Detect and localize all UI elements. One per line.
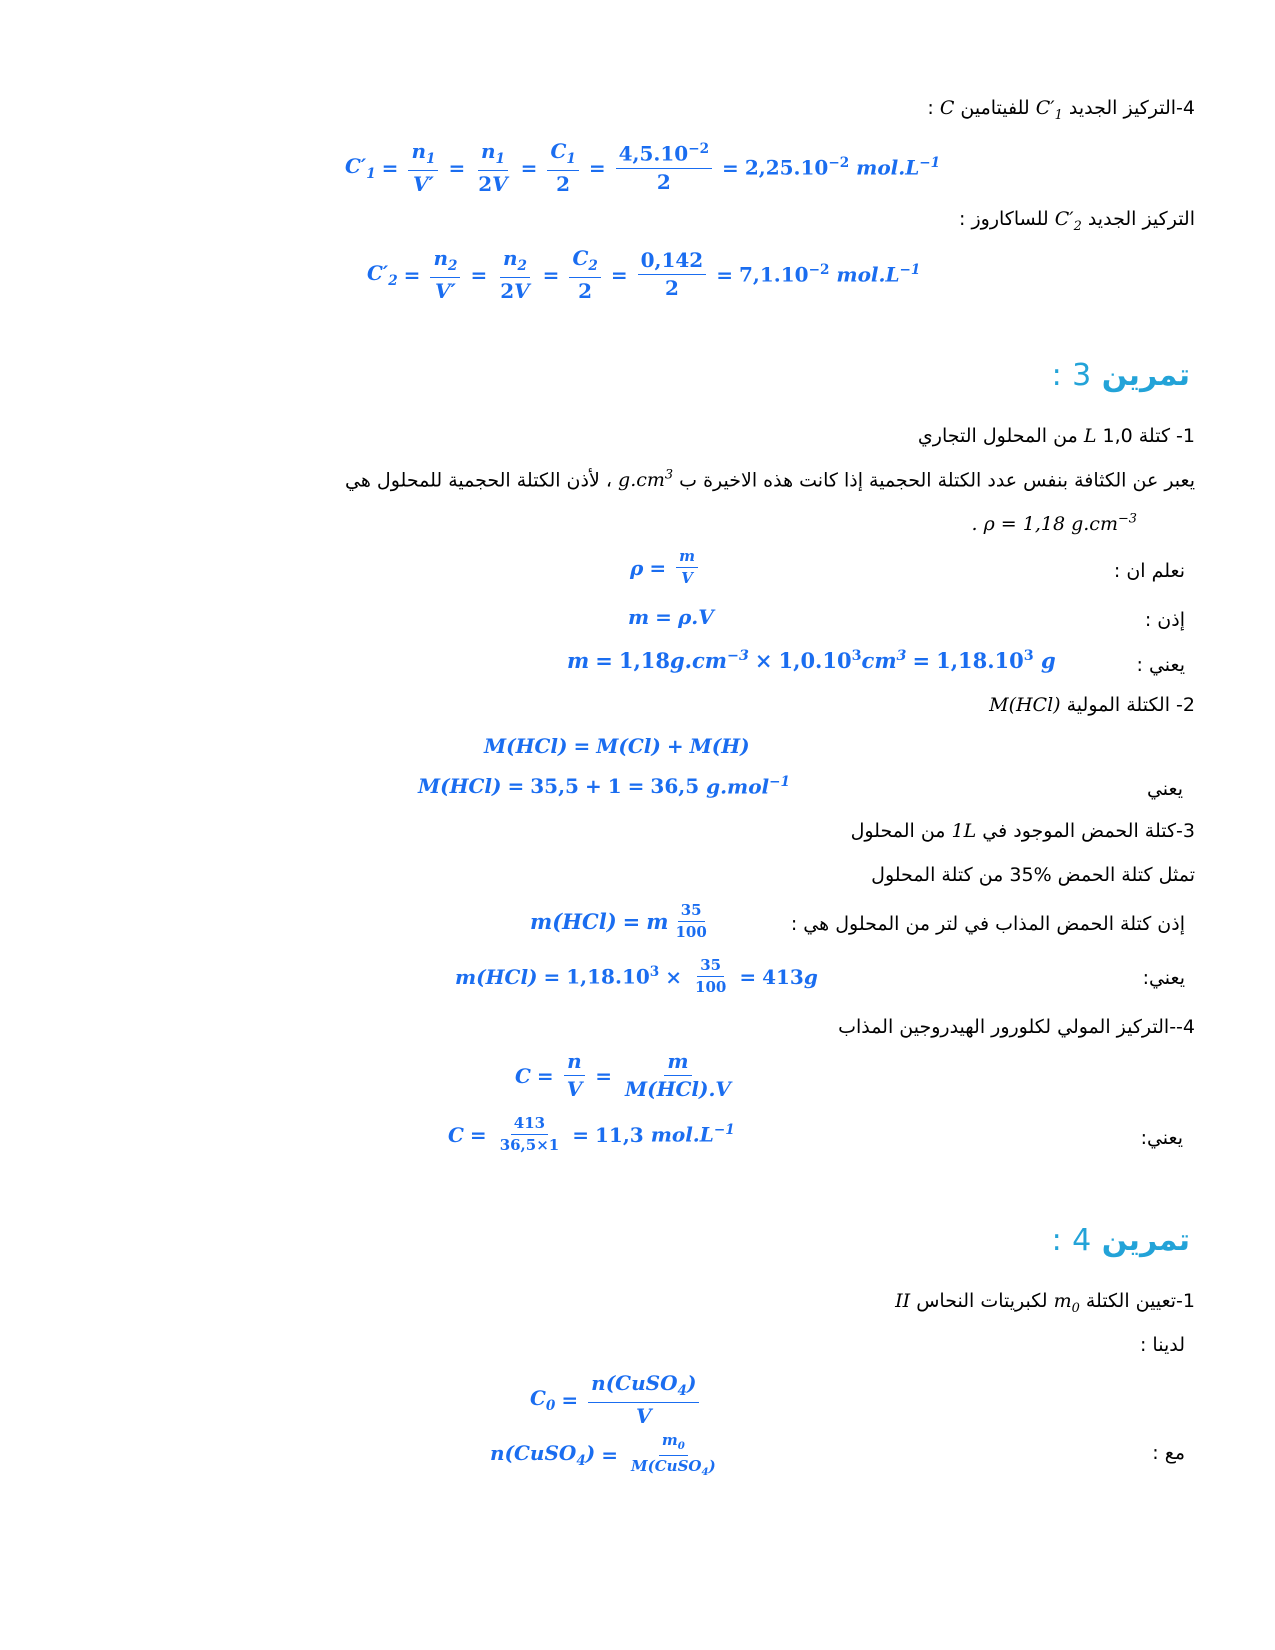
ex3-mass-value: m = 1,18 $g.cm^{-3}$ × 1,0.10$^3$ $cm^3$ = 1,18.10$^3$ g — [567, 648, 1056, 673]
ex3-part2-title: 2- الكتلة المولية M(HCl) — [989, 694, 1195, 716]
sucrose-concentration-label: التركيز الجديد $C'_2$ للساكاروز : — [959, 208, 1195, 234]
ex3-means2-label: يعني — [1146, 778, 1183, 800]
ex4-part1-title: 1-تعيين الكتلة $m_0$ لكبريتات النحاس II — [895, 1290, 1195, 1316]
ex3-means3-label: يعني: — [1142, 967, 1185, 989]
ex4-c0-formula: $C_0$ = $\frac{n(CuSO_4)}{V}$ — [530, 1372, 703, 1428]
ex3-molar-mass-value: M(HCl) = 35,5 + 1 = 36,5 g.mol$^{-1}$ — [418, 774, 791, 799]
ex3-means4-label: يعني: — [1140, 1127, 1183, 1149]
ex3-density-formula: ρ = $\frac{m}{V}$ — [630, 548, 702, 588]
ex3-acid-mass-formula: m(HCl) = m $\frac{35}{100}$ — [530, 901, 707, 942]
ex3-part4-title: 4--التركيز المولي لكلورور الهيدروجين المذاب — [838, 1016, 1195, 1038]
ex3-know-label: نعلم ان : — [1113, 560, 1185, 582]
ex3-means-label: يعني : — [1136, 654, 1185, 676]
ex3-part3-title: 3-كتلة الحمض الموجود في 1L من المحلول — [850, 820, 1195, 842]
ex3-then-label: إذن : — [1144, 609, 1185, 631]
ex4-moles-formula: n(CuSO$_4$) = $\frac{m_0}{M(CuSO_4)}$ — [490, 1431, 716, 1478]
ex3-concentration-value: C = $\frac{413}{36,5\times 1}$ = 11,3 $mol.L^{-1}$ — [448, 1114, 735, 1155]
exercise-4-heading: تمرين 4 : — [1051, 1223, 1190, 1258]
ex3-then2-label: إذن كتلة الحمض المذاب في لتر من المحلول هي : — [790, 913, 1185, 935]
ex3-part1-title: 1- كتلة 1,0 L من المحلول التجاري — [917, 425, 1195, 447]
ex3-density-value: . ρ = 1,18 $g.cm^{-3}$ — [971, 512, 1137, 536]
ex4-with-label: مع : — [1152, 1442, 1185, 1464]
ex3-part1-text: يعبر عن الكثافة بنفس عدد الكتلة الحجمية إذا كانت هذه الاخيرة ب $g.cm^3$ ، لأذن الكتلة الحجمية للمحلول هي — [345, 468, 1195, 492]
ex3-acid-mass-value: m(HCl) = 1,18.10$^3$ × $\frac{35}{100}$ = 413 g — [455, 956, 818, 997]
ex4-have-label: لدينا : — [1139, 1334, 1185, 1356]
ex3-part3-text: تمثل كتلة الحمض %35 من كتلة المحلول — [871, 864, 1195, 886]
sucrose-concentration-equation: $C'_2$ = $\frac{n_2}{V'}$ = $\frac{n_2}{2V}$ = $\frac{C_2}{2}$ = $\frac{0,142}{2}$ = $7,1.10^{-2}$ $mol.L^{-1}$ — [367, 246, 921, 303]
ex3-mass-formula: m = ρ.V — [628, 605, 714, 629]
ex3-concentration-formula: C = $\frac{n}{V}$ = $\frac{m}{\text{M(HCl).V}}$ — [515, 1049, 731, 1101]
vitamin-concentration-equation: $C'_1$ = $\frac{n_1}{V'}$ = $\frac{n_1}{2V}$ = $\frac{C_1}{2}$ = $\frac{4,5.10^{-2}}{2}$ = $2,25.10^{-2}$ $mol.L^{-1}$ — [345, 139, 941, 196]
ex3-molar-mass-formula: M(HCl) = M(Cl) + M(H) — [484, 734, 750, 758]
exercise-3-heading: تمرين 3 : — [1051, 358, 1190, 393]
vitamin-concentration-label: 4-التركيز الجديد $C'_1$ للفيتامين C : — [927, 97, 1195, 123]
